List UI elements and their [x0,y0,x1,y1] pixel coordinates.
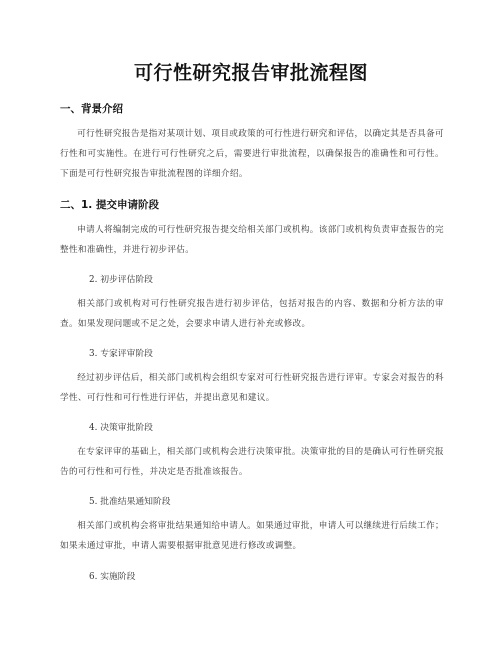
page-title: 可行性研究报告审批流程图 [133,62,368,84]
stage-label-expert-review: 3. 专家评审阶段 [89,349,153,359]
section-paragraph-submit: 申请人将编制完成的可行性研究报告提交给相关部门或机构。该部门或机构负责审查报告的完整性和准确性，并进行初步评估。 [60,225,444,255]
stage-label-initial-assessment: 2. 初步评估阶段 [89,275,153,285]
section-paragraph-background: 可行性研究报告是指对某项计划、项目或政策的可行性进行研究和评估，以确定其是否具备可行性和可实施性。在进行可行性研究之后，需要进行审批流程，以确保报告的准确性和可行性。下面是可行性研究报告审批流程图的详细介绍。 [60,129,444,179]
stage-paragraph-notification: 相关部门或机构会将审批结果通知给申请人。如果通过审批，申请人可以继续进行后续工作；如果未通过审批，申请人需要根据审批意见进行修改或调整。 [60,521,444,551]
section-heading-background: 一、背景介绍 [60,103,123,115]
section-heading-submit: 二、1. 提交申请阶段 [60,199,159,211]
stage-label-notification: 5. 批准结果通知阶段 [89,497,171,507]
stage-paragraph-initial-assessment: 相关部门或机构对可行性研究报告进行初步评估，包括对报告的内容、数据和分析方法的审查。如果发现问题或不足之处，会要求申请人进行补充或修改。 [60,299,444,329]
stage-label-decision: 4. 决策审批阶段 [89,423,153,433]
stage-label-implementation: 6. 实施阶段 [89,572,136,582]
stage-paragraph-expert-review: 经过初步评估后，相关部门或机构会组织专家对可行性研究报告进行评审。专家会对报告的科学性、可行性和可行性进行评估，并提出意见和建议。 [60,373,444,403]
stage-paragraph-decision: 在专家评审的基础上，相关部门或机构会进行决策审批。决策审批的目的是确认可行性研究报告的可行性和可行性，并决定是否批准该报告。 [60,447,444,477]
